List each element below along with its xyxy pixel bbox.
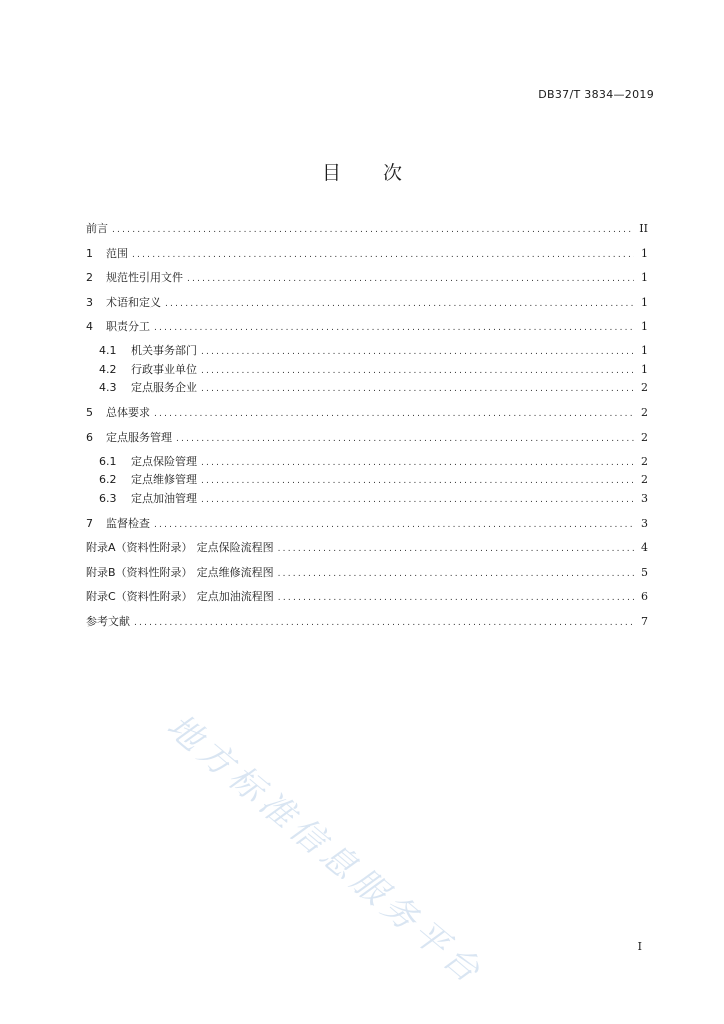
dot-leader bbox=[201, 384, 634, 394]
toc-entry-appendix-c[interactable] bbox=[86, 588, 648, 613]
toc-entry-number: 1 bbox=[86, 246, 93, 260]
toc-entry-number: 2 bbox=[86, 271, 93, 284]
toc-entry-page: 6 bbox=[641, 590, 648, 603]
document-code: DB37/T 3834—2019 bbox=[538, 88, 654, 101]
toc-entry-label: 机关事务部门 bbox=[131, 344, 197, 357]
toc-entry-number: 4.3 bbox=[99, 381, 117, 394]
toc-entry-label: 总体要求 bbox=[106, 406, 150, 419]
dot-leader bbox=[278, 569, 634, 579]
toc-entry-page: 1 bbox=[641, 344, 648, 357]
dot-leader bbox=[201, 476, 634, 486]
toc-entry-number: 4 bbox=[86, 320, 93, 333]
toc-entry-label: 职责分工 bbox=[106, 320, 150, 333]
toc-entry-page: 1 bbox=[641, 246, 648, 260]
toc-entry-appendix-title: 定点加油流程图 bbox=[196, 590, 274, 603]
toc-entry-label: 监督检查 bbox=[106, 516, 150, 530]
toc-entry-6-3[interactable] bbox=[86, 490, 648, 515]
toc-entry-page: 3 bbox=[641, 516, 648, 530]
dot-leader bbox=[154, 409, 634, 419]
toc-entry-page: 1 bbox=[641, 320, 648, 333]
toc-entry-normative-references[interactable] bbox=[86, 269, 648, 294]
toc-entry-number: 6.2 bbox=[99, 473, 117, 486]
toc-entry-page: 2 bbox=[641, 454, 648, 468]
dot-leader bbox=[112, 225, 633, 235]
dot-leader bbox=[201, 347, 634, 357]
toc-entry-appendix-title: 定点保险流程图 bbox=[196, 541, 274, 554]
toc-entry-4-3[interactable] bbox=[86, 379, 648, 404]
toc-entry-number: 4.2 bbox=[99, 362, 117, 376]
toc-entry-page: 2 bbox=[641, 430, 648, 444]
dot-leader bbox=[165, 299, 634, 309]
toc-entry-number: 3 bbox=[86, 295, 93, 309]
toc-entry-6-2[interactable] bbox=[86, 471, 648, 490]
dot-leader bbox=[187, 274, 634, 284]
toc-entry-appendix-b[interactable] bbox=[86, 564, 648, 589]
dot-leader bbox=[132, 250, 634, 260]
dot-leader bbox=[278, 544, 634, 554]
toc-entry-number: 6 bbox=[86, 430, 93, 444]
dot-leader bbox=[154, 520, 634, 530]
page-number: I bbox=[637, 940, 642, 953]
dot-leader bbox=[201, 495, 634, 505]
toc-entry-page: 2 bbox=[641, 381, 648, 394]
dot-leader bbox=[176, 434, 634, 444]
toc-entry-number: 7 bbox=[86, 516, 93, 530]
toc-entry-scope[interactable] bbox=[86, 245, 648, 270]
toc-entry-label: 定点服务管理 bbox=[106, 430, 172, 444]
toc-entry-label: 范围 bbox=[106, 246, 128, 260]
toc-entry-4-1[interactable] bbox=[86, 342, 648, 361]
toc-entry-label: 前言 bbox=[86, 222, 108, 235]
toc-entry-6-1[interactable] bbox=[86, 453, 648, 472]
dot-leader bbox=[278, 593, 634, 603]
toc-entry-label: 参考文献 bbox=[86, 614, 130, 628]
toc-entry-label: 定点保险管理 bbox=[131, 454, 197, 468]
toc-entry-label: 附录B（资料性附录） bbox=[86, 565, 193, 579]
toc-entry-4-2[interactable] bbox=[86, 361, 648, 380]
table-of-contents bbox=[86, 220, 648, 637]
toc-entry-label: 定点服务企业 bbox=[131, 381, 197, 394]
toc-entry-label: 附录C（资料性附录） bbox=[86, 590, 193, 603]
toc-entry-designated-service[interactable] bbox=[86, 429, 648, 449]
dot-leader bbox=[154, 323, 634, 333]
toc-entry-page: II bbox=[639, 222, 648, 235]
toc-entry-page: 1 bbox=[641, 362, 648, 376]
toc-entry-terms[interactable] bbox=[86, 294, 648, 319]
toc-entry-appendix-title: 定点维修流程图 bbox=[196, 565, 274, 579]
watermark: 地方标准信息服务平台 bbox=[159, 706, 492, 994]
toc-entry-supervision[interactable] bbox=[86, 515, 648, 540]
dot-leader bbox=[201, 458, 634, 468]
toc-entry-number: 6.1 bbox=[99, 454, 117, 468]
toc-entry-number: 5 bbox=[86, 406, 93, 419]
toc-entry-number: 6.3 bbox=[99, 491, 117, 505]
dot-leader bbox=[134, 618, 634, 628]
dot-leader bbox=[201, 366, 634, 376]
toc-entry-page: 1 bbox=[641, 271, 648, 284]
toc-entry-label: 行政事业单位 bbox=[131, 362, 197, 376]
toc-entry-page: 3 bbox=[641, 491, 648, 505]
toc-entry-page: 7 bbox=[641, 614, 648, 628]
toc-entry-label: 规范性引用文件 bbox=[106, 271, 183, 284]
toc-entry-page: 1 bbox=[641, 295, 648, 309]
toc-entry-page: 4 bbox=[641, 541, 648, 554]
toc-entry-responsibilities[interactable] bbox=[86, 318, 648, 338]
toc-entry-appendix-a[interactable] bbox=[86, 539, 648, 564]
toc-entry-bibliography[interactable] bbox=[86, 613, 648, 638]
toc-entry-label: 定点加油管理 bbox=[131, 491, 197, 505]
toc-entry-page: 5 bbox=[641, 565, 648, 579]
toc-entry-label: 定点维修管理 bbox=[131, 473, 197, 486]
toc-entry-page: 2 bbox=[641, 406, 648, 419]
toc-entry-number: 4.1 bbox=[99, 344, 117, 357]
page-title: 目 次 bbox=[321, 162, 421, 184]
toc-entry-label: 附录A（资料性附录） bbox=[86, 541, 193, 554]
toc-entry-page: 2 bbox=[641, 473, 648, 486]
toc-entry-label: 术语和定义 bbox=[106, 295, 161, 309]
toc-entry-foreword[interactable] bbox=[86, 220, 648, 245]
toc-entry-general-requirements[interactable] bbox=[86, 404, 648, 429]
